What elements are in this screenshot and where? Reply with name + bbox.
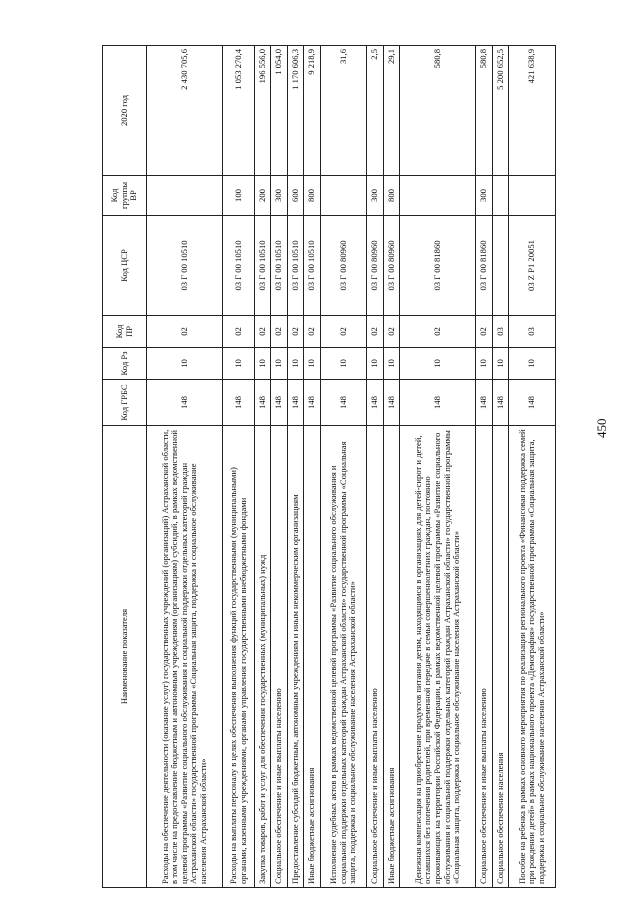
cell-grbs: 148 (254, 380, 271, 426)
cell-name: Иные бюджетные ассигнования (383, 426, 400, 888)
header-rz: Код Рз (103, 348, 147, 380)
cell-vr: 600 (287, 176, 304, 216)
cell-pr: 02 (271, 316, 288, 348)
table-row (304, 46, 321, 888)
cell-csr: 03 Г 00 10510 (223, 216, 254, 316)
table-row (254, 46, 271, 888)
cell-value: 580,8 (476, 46, 493, 176)
cell-grbs: 148 (223, 380, 254, 426)
cell-name: Расходы на выплаты персоналу в целях обеспечения выполнения функций государственными (муниципальными) органами, казенными учреждениями, органами управления государственными внебюджетными фондами (223, 426, 254, 888)
header-csr: Код ЦСР (103, 216, 147, 316)
cell-csr: 03 Z P1 20051 (509, 216, 556, 316)
cell-rz: 10 (492, 348, 509, 380)
cell-value: 31,6 (320, 46, 366, 176)
cell-value: 5 200 652,5 (492, 46, 509, 176)
cell-pr: 02 (223, 316, 254, 348)
cell-rz: 10 (287, 348, 304, 380)
table-row (476, 46, 493, 888)
table-row (400, 46, 476, 888)
cell-csr: 03 Г 00 10510 (271, 216, 288, 316)
cell-pr: 02 (147, 316, 223, 348)
table-row (271, 46, 288, 888)
cell-csr: 03 Г 00 81860 (400, 216, 476, 316)
cell-csr: 03 Г 00 80960 (383, 216, 400, 316)
cell-rz: 10 (271, 348, 288, 380)
cell-pr: 02 (320, 316, 366, 348)
cell-csr: 03 Г 00 80960 (320, 216, 366, 316)
cell-value: 9 218,9 (304, 46, 321, 176)
table-row (320, 46, 366, 888)
cell-value: 421 638,9 (509, 46, 556, 176)
table-row (223, 46, 254, 888)
page-number: 450 (594, 418, 609, 438)
cell-vr: 300 (271, 176, 288, 216)
cell-csr: 03 Г 00 81860 (476, 216, 493, 316)
cell-name: Социальное обеспечение населения (492, 426, 509, 888)
header-pr: Код ПР (103, 316, 147, 348)
cell-name: Пособие на ребенка в рамках основного мероприятия по реализации регионального проекта «Финансовая поддержка семей при рождении детей» в рамках национального проекта «Демография» государственной программы «Социальная защита, поддержка и социальное обслуживание населения Астраханской области» (509, 426, 556, 888)
cell-name: Иные бюджетные ассигнования (304, 426, 321, 888)
cell-vr (509, 176, 556, 216)
table-row (147, 46, 223, 888)
cell-rz: 10 (254, 348, 271, 380)
cell-csr (492, 216, 509, 316)
header-year: 2020 год (103, 46, 147, 176)
cell-csr: 03 Г 00 10510 (287, 216, 304, 316)
cell-name: Денежная компенсация на приобретение продуктов питания детям, находящимся в организациях для детей-сирот и детей, оставшихся без попечения родителей, при временной передаче в семьи совершеннолетних граждан, постоянно проживающих на территории Российской Федерации, в рамках ведомственной целевой программы «Развитие социального обслуживания и социальной поддержки отдельных категорий граждан Астраханской области» государственной программы «Социальная защита, поддержка и социальное обслуживание населения Астраханской области» (400, 426, 476, 888)
cell-pr: 02 (476, 316, 493, 348)
cell-pr: 02 (367, 316, 384, 348)
header-vr: Код группы ВР (103, 176, 147, 216)
cell-grbs: 148 (492, 380, 509, 426)
table-row (383, 46, 400, 888)
cell-csr: 03 Г 00 10510 (147, 216, 223, 316)
cell-value: 29,1 (383, 46, 400, 176)
cell-name: Социальное обеспечение и иные выплаты населению (367, 426, 384, 888)
cell-vr (147, 176, 223, 216)
cell-value: 1 054,0 (271, 46, 288, 176)
cell-name: Предоставление субсидий бюджетным, автономным учреждениям и иным некоммерческим организациям (287, 426, 304, 888)
cell-grbs: 148 (400, 380, 476, 426)
cell-rz: 10 (223, 348, 254, 380)
cell-name: Исполнение судебных актов в рамках ведомственной целевой программы «Развитие социального обслуживания и социальной поддержки отдельных категорий граждан Астраханской области» государственной программы «Социальная защита, поддержка и социальное обслуживание населения Астраханской области» (320, 426, 366, 888)
cell-vr: 800 (383, 176, 400, 216)
cell-name: Закупка товаров, работ и услуг для обеспечения государственных (муниципальных) нужд (254, 426, 271, 888)
cell-name: Расходы на обеспечение деятельности (оказание услуг) государственных учреждений (организаций) Астраханской области, в том числе на предоставление бюджетным и автономным учреждениям (организациям) субсидий, в рамках ведомственной целевой программы «Развитие социального обслуживания и социальной поддержки отдельных категорий граждан Астраханской области» государственной программы «Социальная защита, поддержка и социальное обслуживание населения Астраханской области» (147, 426, 223, 888)
cell-pr: 02 (304, 316, 321, 348)
table-row (509, 46, 556, 888)
budget-table (102, 45, 556, 888)
cell-rz: 10 (147, 348, 223, 380)
cell-rz: 10 (400, 348, 476, 380)
cell-value: 196 556,0 (254, 46, 271, 176)
cell-value: 2 430 705,6 (147, 46, 223, 176)
cell-vr: 800 (304, 176, 321, 216)
cell-pr: 02 (400, 316, 476, 348)
cell-vr (320, 176, 366, 216)
cell-rz: 10 (509, 348, 556, 380)
rotated-table-wrapper (102, 46, 556, 888)
cell-grbs: 148 (271, 380, 288, 426)
table-row (287, 46, 304, 888)
cell-pr: 02 (254, 316, 271, 348)
cell-pr: 02 (287, 316, 304, 348)
cell-rz: 10 (367, 348, 384, 380)
cell-vr (492, 176, 509, 216)
cell-vr: 200 (254, 176, 271, 216)
cell-rz: 10 (383, 348, 400, 380)
table-header-row (103, 46, 147, 888)
cell-value: 1 053 270,4 (223, 46, 254, 176)
table-row (367, 46, 384, 888)
cell-csr: 03 Г 00 80960 (367, 216, 384, 316)
cell-grbs: 148 (509, 380, 556, 426)
cell-csr: 03 Г 00 10510 (254, 216, 271, 316)
cell-grbs: 148 (367, 380, 384, 426)
cell-vr: 300 (367, 176, 384, 216)
cell-csr: 03 Г 00 10510 (304, 216, 321, 316)
cell-name: Социальное обеспечение и иные выплаты населению (271, 426, 288, 888)
cell-pr: 03 (492, 316, 509, 348)
cell-rz: 10 (476, 348, 493, 380)
cell-grbs: 148 (304, 380, 321, 426)
cell-value: 1 170 606,3 (287, 46, 304, 176)
cell-grbs: 148 (476, 380, 493, 426)
header-name: Наименование показателя (103, 426, 147, 888)
cell-rz: 10 (320, 348, 366, 380)
cell-grbs: 148 (147, 380, 223, 426)
cell-value: 2,5 (367, 46, 384, 176)
cell-pr: 03 (509, 316, 556, 348)
cell-grbs: 148 (383, 380, 400, 426)
cell-name: Социальное обеспечение и иные выплаты населению (476, 426, 493, 888)
cell-pr: 02 (383, 316, 400, 348)
header-grbs: Код ГРБС (103, 380, 147, 426)
cell-rz: 10 (304, 348, 321, 380)
cell-vr (400, 176, 476, 216)
cell-grbs: 148 (320, 380, 366, 426)
cell-vr: 300 (476, 176, 493, 216)
cell-value: 580,8 (400, 46, 476, 176)
cell-vr: 100 (223, 176, 254, 216)
table-row (492, 46, 509, 888)
cell-grbs: 148 (287, 380, 304, 426)
